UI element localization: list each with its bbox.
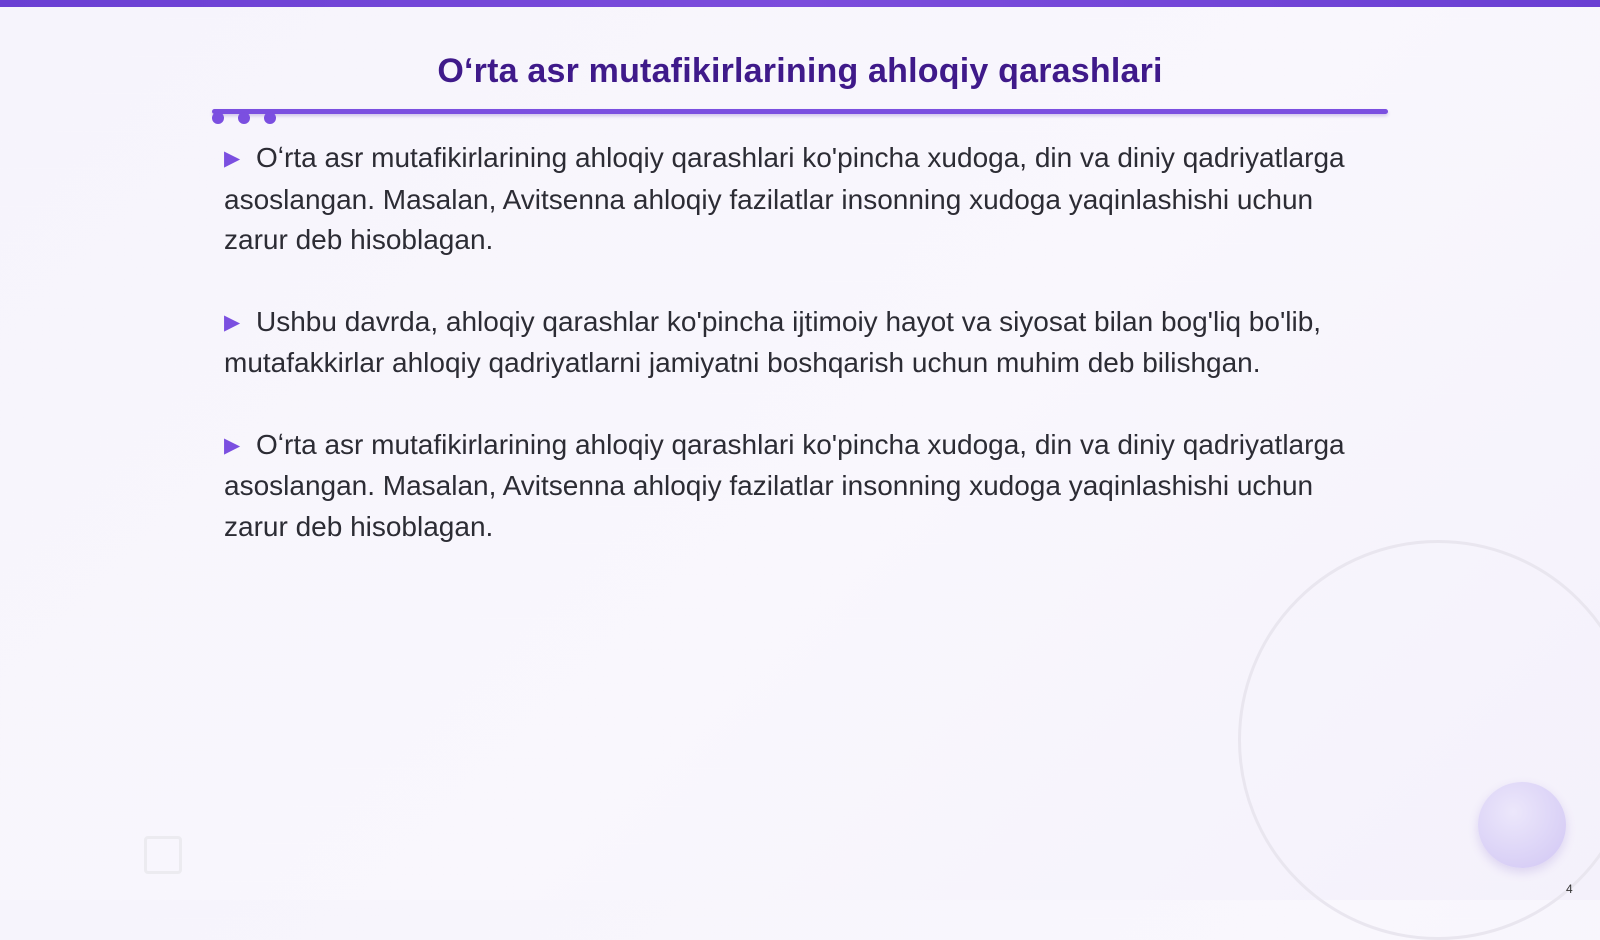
- decorative-ring: [1238, 540, 1600, 940]
- top-accent-bar: [0, 0, 1600, 7]
- bullet-arrow-icon: ▶: [224, 147, 241, 170]
- bullet-item: [224, 425, 1354, 548]
- decorative-dot: [238, 112, 250, 124]
- bullet-arrow-icon: ▶: [224, 310, 241, 334]
- bullet-text: Oʻrta asr mutafikirlarining ahloqiy qarashlari ko'pincha xudoga, din va diniy qadriyatlarga asoslangan. Masalan, Avitsenna ahloqiy fazilatlar insonning xudoga yaqinlashishi uchun zarur deb hisoblagan.: [224, 142, 1345, 255]
- bullet-list: [224, 138, 1354, 588]
- page-number: 4: [1566, 882, 1573, 896]
- decorative-dot: [212, 112, 224, 124]
- slide-title: Oʻrta asr mutafikirlarining ahloqiy qarashlari: [437, 52, 1163, 90]
- bullet-text: Ushbu davrda, ahloqiy qarashlar ko'pincha ijtimoiy hayot va siyosat bilan bog'liq bo'lib, mutafakkirlar ahloqiy qadriyatlarni jamiyatni boshqarish uchun muhim deb bilishgan.: [224, 305, 1322, 378]
- bullet-item: [224, 138, 1354, 261]
- title-underline: [212, 109, 1388, 114]
- decorative-square: [144, 836, 182, 874]
- decorative-dot: [264, 112, 276, 124]
- bullet-item: [224, 302, 1354, 384]
- bullet-text: Oʻrta asr mutafikirlarining ahloqiy qarashlari ko'pincha xudoga, din va diniy qadriyatlarga asoslangan. Masalan, Avitsenna ahloqiy fazilatlar insonning xudoga yaqinlashishi uchun zarur deb hisoblagan.: [224, 428, 1345, 542]
- bullet-arrow-icon: ▶: [224, 433, 241, 457]
- decorative-circle: [1478, 782, 1566, 868]
